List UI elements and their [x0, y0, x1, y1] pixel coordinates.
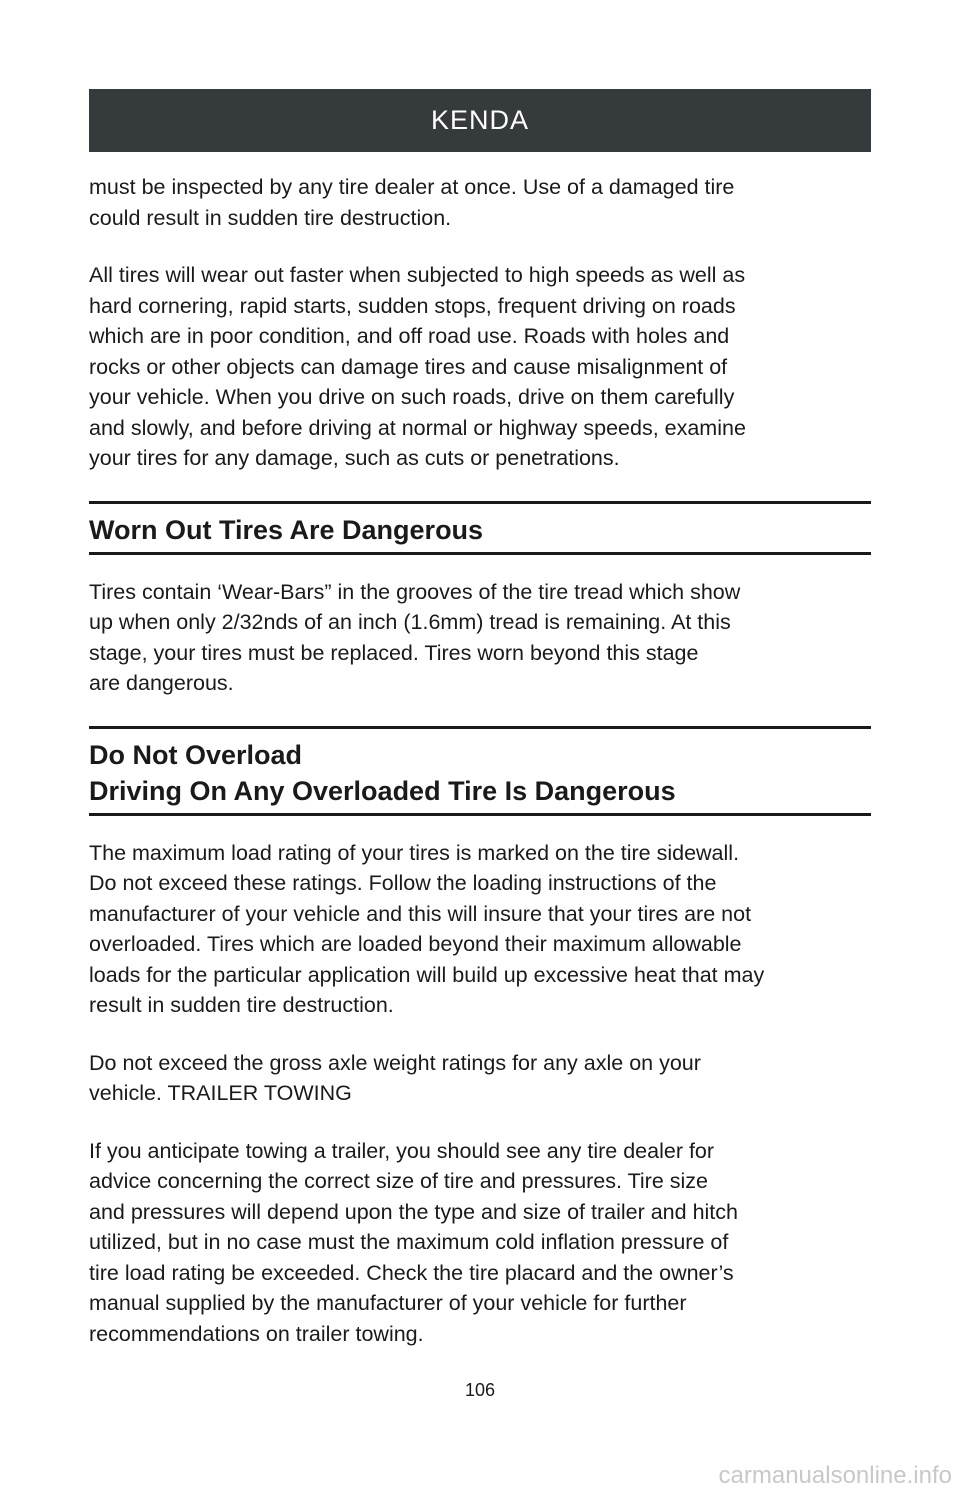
worn-tires-paragraph: Tires contain ‘Wear-Bars” in the grooves of the tire tread which show up when only 2/32nds of an inch (1.6mm) tread is remaining. At this stage, your tires must be replaced. Tires worn beyond this stage are dangerous.: [89, 579, 741, 695]
brand-title: KENDA: [430, 105, 530, 135]
overload-paragraph-3: If you anticipate towing a trailer, you should see any tire dealer for advice concerning the correct size of tire and pressures. Tire size and pressures will depend upon the type and size of trailer and hitch utilized, but in no case must the maximum cold inflation pressure of tire load rating be exceeded. Check the tire placard and the owner’s manual supplied by the manufacturer of your vehicle for further recommendations on trailer towing.: [89, 1138, 738, 1346]
intro-paragraph-2: All tires will wear out faster when subjected to high speeds as well as hard cornering, rapid starts, sudden stops, frequent driving on roads which are in poor condition, and off road use. Roads with holes and rocks or other objects can damage tires and cause misalignment of your vehicle. When you drive on such roads, drive on them carefully and slowly, and before driving at normal or highway speeds, examine your tires for any damage, such as cuts or penetrations.: [89, 263, 746, 470]
overload-paragraph-1: The maximum load rating of your tires is marked on the tire sidewall. Do not exceed these ratings. Follow the loading instructions of the manufacturer of your vehicle and this will insure that your tires are not overloaded. Tires which are loaded beyond their maximum allowable loads for the particular application will build up excessive heat that may result in sudden tire destruction.: [89, 840, 765, 1017]
site-watermark: carmanualsonline.info: [718, 1462, 952, 1489]
section-heading-overload: Do Not Overload Driving On Any Overloaded Tire Is Dangerous: [89, 729, 871, 816]
page-content: [89, 172, 871, 1376]
page-header-bar: [89, 89, 871, 152]
overload-paragraph-2: Do not exceed the gross axle weight ratings for any axle on your vehicle. TRAILER TOWING: [89, 1050, 701, 1105]
page-number: 106: [464, 1380, 496, 1400]
intro-paragraph-1: must be inspected by any tire dealer at once. Use of a damaged tire could result in sudden tire destruction.: [89, 175, 735, 230]
section-heading-worn-tires: Worn Out Tires Are Dangerous: [89, 504, 871, 555]
